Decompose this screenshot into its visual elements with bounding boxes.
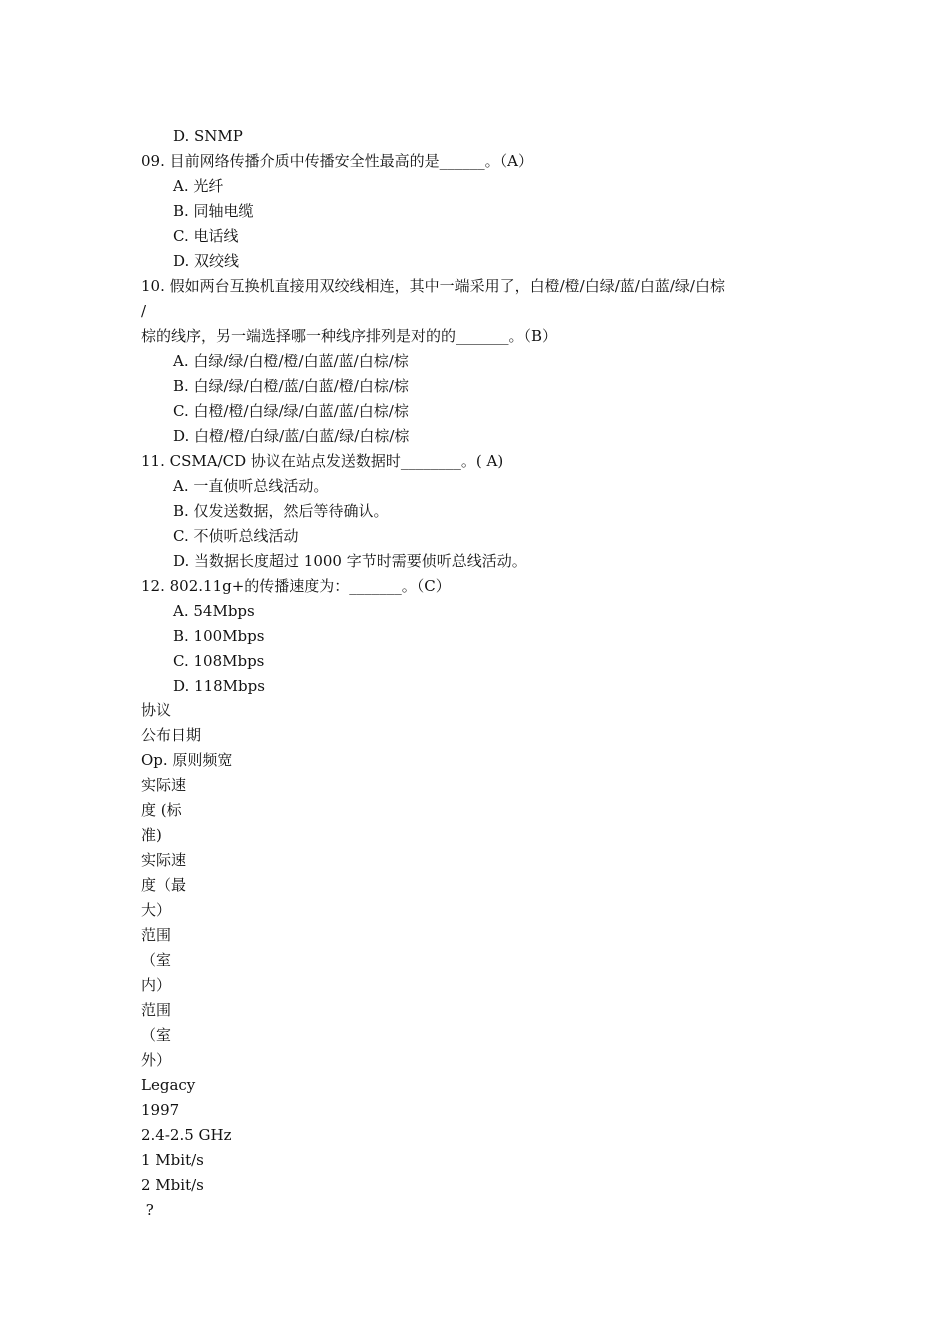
table-header-speed-standard-1: 实际速 — [141, 776, 187, 794]
table-header-range-indoor-1: 范围 — [141, 926, 172, 944]
table-cell-protocol: Legacy — [141, 1076, 196, 1094]
table-cell-frequency: 2.4-2.5 GHz — [141, 1126, 232, 1144]
q09-option-a: A. 光纤 — [173, 177, 224, 195]
q12-option-a: A. 54Mbps — [173, 602, 255, 620]
q10-question-line3: 棕的线序，另一端选择哪一种线序排列是对的的_______。（B） — [141, 327, 558, 345]
q11-option-b: B. 仅发送数据，然后等待确认。 — [173, 502, 389, 520]
q12-option-c: C. 108Mbps — [173, 652, 265, 670]
table-header-range-outdoor-2: （室 — [141, 1026, 172, 1044]
table-header-speed-max-1: 实际速 — [141, 851, 187, 869]
q10-option-c: C. 白橙/橙/白绿/绿/白蓝/蓝/白棕/棕 — [173, 402, 409, 420]
table-header-speed-max-2: 度（最 — [141, 876, 187, 894]
q11-option-a: A. 一直侦听总线活动。 — [173, 477, 329, 495]
q10-option-a: A. 白绿/绿/白橙/橙/白蓝/蓝/白棕/棕 — [173, 352, 409, 370]
table-header-release-date: 公布日期 — [141, 726, 202, 744]
q10-question-line1: 10. 假如两台互换机直接用双绞线相连，其中一端采用了，白橙/橙/白绿/蓝/白蓝/绿/白棕 — [141, 277, 725, 295]
table-header-range-outdoor-1: 范围 — [141, 1001, 172, 1019]
table-header-protocol: 协议 — [141, 701, 172, 719]
q11-option-c: C. 不侦听总线活动 — [173, 527, 299, 545]
q08-option-d: D. SNMP — [173, 127, 243, 145]
q11-question: 11. CSMA/CD 协议在站点发送数据时________。( A) — [141, 452, 504, 470]
q10-option-b: B. 白绿/绿/白橙/蓝/白蓝/橙/白棕/棕 — [173, 377, 409, 395]
q12-option-b: B. 100Mbps — [173, 627, 265, 645]
q12-question: 12. 802.11g+的传播速度为：_______。（C） — [141, 577, 451, 595]
table-cell-speed-standard: 1 Mbit/s — [141, 1151, 204, 1169]
q11-option-d: D. 当数据长度超过 1000 字节时需要侦听总线活动。 — [173, 552, 527, 570]
q10-option-d: D. 白橙/橙/白绿/蓝/白蓝/绿/白棕/棕 — [173, 427, 410, 445]
table-header-range-indoor-3: 内） — [141, 976, 172, 994]
q12-option-d: D. 118Mbps — [173, 677, 265, 695]
q09-option-d: D. 双绞线 — [173, 252, 240, 270]
table-header-frequency: Op. 原则频宽 — [141, 751, 233, 769]
table-header-speed-standard-3: 准) — [141, 826, 162, 844]
q09-question: 09. 目前网络传播介质中传播安全性最高的是______。（A） — [141, 152, 533, 170]
q09-option-b: B. 同轴电缆 — [173, 202, 254, 220]
table-header-speed-max-3: 大） — [141, 901, 172, 919]
q10-question-line2: / — [141, 302, 147, 320]
table-cell-range-indoor: ? — [141, 1201, 154, 1219]
table-cell-speed-max: 2 Mbit/s — [141, 1176, 204, 1194]
table-header-speed-standard-2: 度 (标 — [141, 801, 182, 819]
q09-option-c: C. 电话线 — [173, 227, 239, 245]
table-header-range-indoor-2: （室 — [141, 951, 172, 969]
table-header-range-outdoor-3: 外） — [141, 1051, 172, 1069]
table-cell-release-date: 1997 — [141, 1101, 180, 1119]
